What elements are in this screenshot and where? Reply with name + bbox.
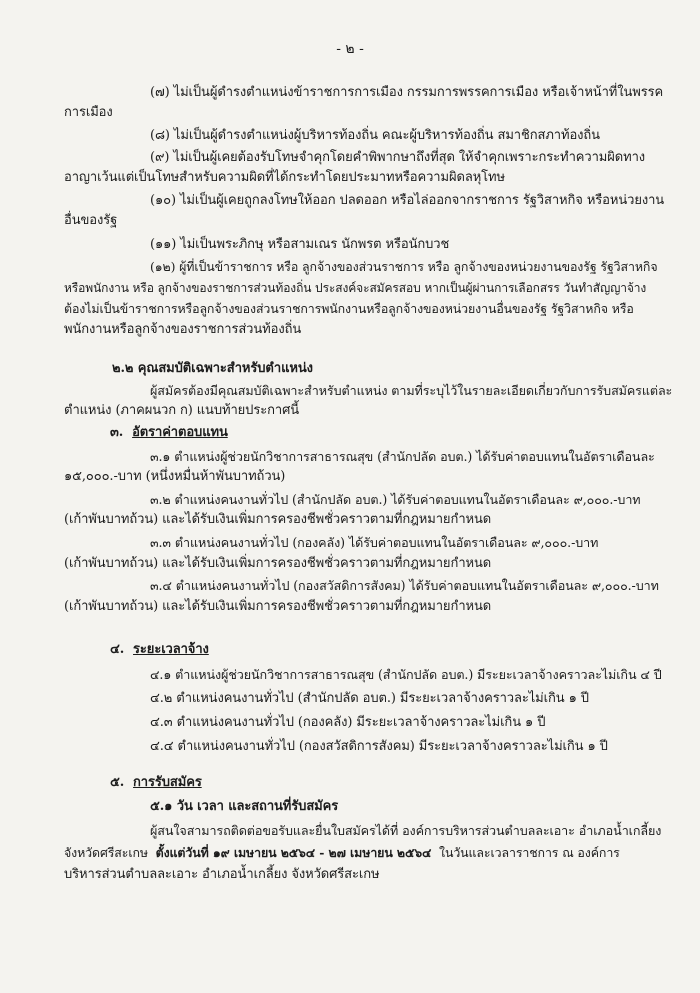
application-location: บริหารส่วนตำบลละเอาะ อำเภอน้ำเกลี้ยง จังหวัดศรีสะเกษ bbox=[64, 867, 380, 882]
qualification-item-12: (๑๒) ผู้ที่เป็นข้าราชการ หรือ ลูกจ้างของส่วนราชการ หรือ ลูกจ้างของหน่วยงานของรัฐ รัฐวิสาหกิจ bbox=[150, 259, 658, 274]
section-4-title: ระยะเวลาจ้าง bbox=[133, 642, 209, 657]
section-5-number: ๕. bbox=[110, 775, 125, 790]
pay-rate-item-3: ๓.๓ ตำแหน่งคนงานทั่วไป (กองคลัง) ได้รับค่าตอบแทนในอัตราเดือนละ ๙,๐๐๐.-บาท bbox=[150, 535, 599, 550]
section-2-2-heading: ๒.๒ คุณสมบัติเฉพาะสำหรับตำแหน่ง bbox=[112, 361, 313, 376]
pay-rate-item-2: ๓.๒ ตำแหน่งคนงานทั่วไป (สำนักปลัด อบต.) ได้รับค่าตอบแทนในอัตราเดือนละ ๙,๐๐๐.-บาท bbox=[150, 492, 641, 507]
qualification-item-9-cont: อาญาเว้นแต่เป็นโทษสำหรับความผิดที่ได้กระทำโดยประมาทหรือความผิดลหุโทษ bbox=[64, 170, 505, 185]
pay-rate-item-1-cont: ๑๕,๐๐๐.-บาท (หนึ่งหมื่นห้าพันบาทถ้วน) bbox=[64, 469, 286, 484]
section-3-title: อัตราค่าตอบแทน bbox=[132, 425, 228, 440]
qualification-item-10-cont: อื่นของรัฐ bbox=[64, 213, 118, 228]
pay-rate-item-2-cont: (เก้าพันบาทถ้วน) และได้รับเงินเพิ่มการครองชีพชั่วคราวตามที่กฎหมายกำหนด bbox=[64, 512, 492, 527]
contract-term-item-1: ๔.๑ ตำแหน่งผู้ช่วยนักวิชาการสาธารณสุข (สำนักปลัด อบต.) มีระยะเวลาจ้างคราวละไม่เกิน ๔ ปี bbox=[150, 667, 662, 682]
qualification-item-11: (๑๑) ไม่เป็นพระภิกษุ หรือสามเณร นักพรต หรือนักบวช bbox=[150, 237, 450, 252]
pay-rate-item-4: ๓.๔ ตำแหน่งคนงานทั่วไป (กองสวัสดิการสังคม) ได้รับค่าตอบแทนในอัตราเดือนละ ๙,๐๐๐.-บาท bbox=[150, 578, 659, 593]
section-3-number: ๓. bbox=[110, 425, 124, 440]
application-text: ผู้สนใจสามารถติดต่อขอรับและยื่นใบสมัครได้ที่ องค์การบริหารส่วนตำบลละเอาะ อำเภอน้ำเกลี้ยง bbox=[150, 823, 662, 838]
section-4-number: ๔. bbox=[110, 642, 125, 657]
section-3-heading bbox=[110, 424, 228, 442]
qualification-item-12-cont3: พนักงานหรือลูกจ้างของราชการส่วนท้องถิ่น bbox=[64, 322, 302, 337]
qualification-item-12-cont2: ต้องไม่เป็นข้าราชการหรือลูกจ้างของส่วนราชการพนักงานหรือลูกจ้างของหน่วยงานอื่นของรัฐ รัฐวิสาหกิจ หรือ bbox=[64, 301, 634, 316]
contract-term-item-4: ๔.๔ ตำแหน่งคนงานทั่วไป (กองสวัสดิการสังคม) มีระยะเวลาจ้างคราวละไม่เกิน ๑ ปี bbox=[150, 739, 608, 754]
section-5-heading bbox=[110, 774, 202, 792]
application-date-range: ตั้งแต่วันที่ ๑๙ เมษายน ๒๕๖๔ - ๒๗ เมษายน ๒๕๖๔ bbox=[155, 845, 432, 860]
qualification-item-7: (๗) ไม่เป็นผู้ดำรงตำแหน่งข้าราชการการเมือง กรรมการพรรคการเมือง หรือเจ้าหน้าที่ในพรรค bbox=[150, 85, 664, 100]
qualification-item-7-cont: การเมือง bbox=[64, 105, 113, 120]
contract-term-item-2: ๔.๒ ตำแหน่งคนงานทั่วไป (สำนักปลัด อบต.) มีระยะเวลาจ้างคราวละไม่เกิน ๑ ปี bbox=[150, 691, 589, 706]
pay-rate-item-3-cont: (เก้าพันบาทถ้วน) และได้รับเงินเพิ่มการครองชีพชั่วคราวตามที่กฎหมายกำหนด bbox=[64, 556, 492, 571]
application-dates-line bbox=[64, 844, 620, 862]
section-2-2-text: ผู้สมัครต้องมีคุณสมบัติเฉพาะสำหรับตำแหน่ง ตามที่ระบุไว้ในรายละเอียดเกี่ยวกับการรับสมัครแต่ละ bbox=[150, 383, 673, 398]
section-5-1-heading: ๕.๑ วัน เวลา และสถานที่รับสมัคร bbox=[150, 799, 339, 814]
qualification-item-10: (๑๐) ไม่เป็นผู้เคยถูกลงโทษให้ออก ปลดออก หรือไล่ออกจากราชการ รัฐวิสาหกิจ หรือหน่วยงาน bbox=[150, 193, 665, 208]
application-province: จังหวัดศรีสะเกษ bbox=[64, 845, 148, 860]
qualification-item-8: (๘) ไม่เป็นผู้ดำรงตำแหน่งผู้บริหารท้องถิ่น คณะผู้บริหารท้องถิ่น สมาชิกสภาท้องถิ่น bbox=[150, 128, 600, 143]
page-number: - ๒ - bbox=[336, 41, 364, 57]
pay-rate-item-1: ๓.๑ ตำแหน่งผู้ช่วยนักวิชาการสาธารณสุข (สำนักปลัด อบต.) ได้รับค่าตอบแทนในอัตราเดือนละ bbox=[150, 449, 655, 464]
section-4-heading bbox=[110, 641, 209, 659]
section-2-2-text-cont: ตำแหน่ง (ภาคผนวก ก) แนบท้ายประกาศนี้ bbox=[64, 403, 300, 418]
contract-term-item-3: ๔.๓ ตำแหน่งคนงานทั่วไป (กองคลัง) มีระยะเวลาจ้างคราวละไม่เกิน ๑ ปี bbox=[150, 715, 546, 730]
application-time-place: ในวันและเวลาราชการ ณ องค์การ bbox=[439, 845, 620, 860]
pay-rate-item-4-cont: (เก้าพันบาทถ้วน) และได้รับเงินเพิ่มการครองชีพชั่วคราวตามที่กฎหมายกำหนด bbox=[64, 599, 492, 614]
qualification-item-9: (๙) ไม่เป็นผู้เคยต้องรับโทษจำคุกโดยคำพิพากษาถึงที่สุด ให้จำคุกเพราะกระทำความผิดทาง bbox=[150, 150, 646, 165]
qualification-item-12-cont1: หรือพนักงาน หรือ ลูกจ้างของราชการส่วนท้องถิ่น ประสงค์จะสมัครสอบ หากเป็นผู้ผ่านการเลือกสรร วันทำสัญญาจ้าง bbox=[64, 281, 647, 295]
section-5-title: การรับสมัคร bbox=[133, 775, 202, 790]
